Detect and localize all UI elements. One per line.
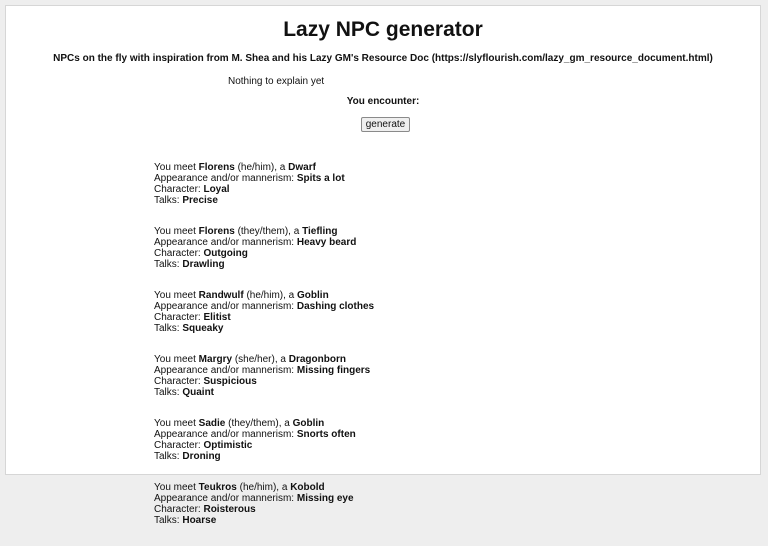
npc-appearance-line: Appearance and/or mannerism: Missing eye (154, 493, 354, 504)
npc-talks-line: Talks: Drawling (154, 259, 225, 270)
npc-intro-line: You meet Florens (he/him), a Dwarf (154, 162, 316, 173)
npc-list (154, 162, 374, 546)
npc-character-line: Character: Outgoing (154, 248, 248, 259)
npc-card (154, 290, 374, 334)
npc-character-line: Character: Elitist (154, 312, 231, 323)
npc-race: Goblin (297, 290, 329, 301)
encounter-label: You encounter: (346, 96, 420, 107)
npc-appearance-line: Appearance and/or mannerism: Missing fingers (154, 365, 371, 376)
npc-card (154, 354, 374, 398)
npc-intro-line: You meet Teukros (he/him), a Kobold (154, 482, 325, 493)
npc-name: Teukros (198, 482, 237, 493)
npc-intro-line: You meet Margry (she/her), a Dragonborn (154, 354, 346, 365)
npc-name: Florens (198, 162, 235, 173)
generate-button[interactable]: generate (361, 117, 410, 132)
npc-name: Sadie (198, 418, 226, 429)
npc-name: Florens (198, 226, 235, 237)
npc-appearance-line: Appearance and/or mannerism: Snorts often (154, 429, 356, 440)
npc-talks-line: Talks: Quaint (154, 387, 215, 398)
npc-race: Tiefling (302, 226, 338, 237)
page (5, 5, 761, 526)
npc-intro-line: You meet Sadie (they/them), a Goblin (154, 418, 325, 429)
npc-intro-line: You meet Florens (they/them), a Tiefling (154, 226, 338, 237)
npc-character-line: Character: Optimistic (154, 440, 253, 451)
npc-race: Goblin (292, 418, 325, 429)
npc-card (154, 418, 374, 462)
npc-appearance-line: Appearance and/or mannerism: Spits a lot (154, 173, 345, 184)
page-title: Lazy NPC generator (283, 18, 483, 41)
npc-card (154, 226, 374, 270)
npc-appearance-line: Appearance and/or mannerism: Dashing clothes (154, 301, 375, 312)
npc-character-line: Character: Loyal (154, 184, 230, 195)
npc-appearance-line: Appearance and/or mannerism: Heavy beard (154, 237, 357, 248)
npc-talks-line: Talks: Hoarse (154, 515, 217, 526)
npc-name: Randwulf (198, 290, 244, 301)
npc-talks-line: Talks: Droning (154, 451, 221, 462)
npc-character-line: Character: Suspicious (154, 376, 257, 387)
npc-race: Kobold (290, 482, 325, 493)
explanation-text: Nothing to explain yet (228, 76, 325, 87)
npc-intro-line: You meet Randwulf (he/him), a Goblin (154, 290, 329, 301)
npc-race: Dragonborn (288, 354, 346, 365)
npc-card (154, 162, 374, 206)
page-subtitle: NPCs on the fly with inspiration from M. Shea and his Lazy GM's Resource Doc (https://slyflourish.com/lazy_gm_resource_document.html) (53, 53, 713, 64)
npc-character-line: Character: Roisterous (154, 504, 256, 515)
npc-card (154, 482, 374, 526)
npc-talks-line: Talks: Precise (154, 195, 218, 206)
npc-name: Margry (198, 354, 233, 365)
npc-talks-line: Talks: Squeaky (154, 323, 224, 334)
npc-race: Dwarf (288, 162, 316, 173)
